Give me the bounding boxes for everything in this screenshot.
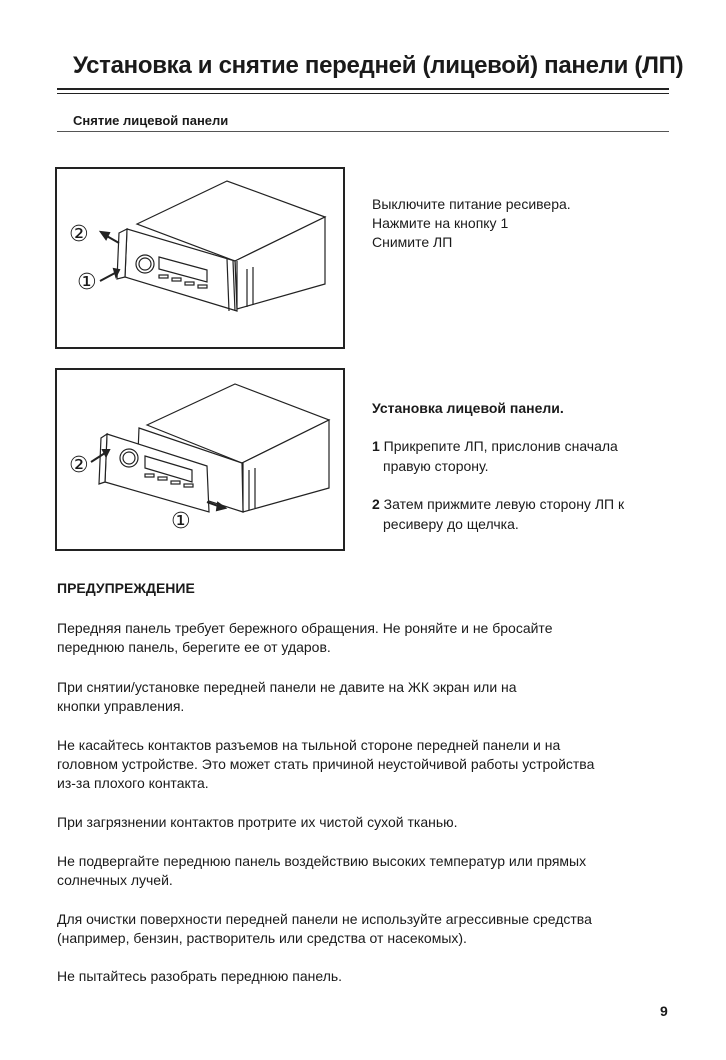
install-step-2-cont: ресиверу до щелчка. <box>383 516 519 532</box>
step-number: 1 <box>372 438 380 454</box>
warning-line: Не касайтесь контактов разъемов на тыльной стороне передней панели и на <box>57 737 561 753</box>
warning-line: (например, бензин, растворитель или средства от насекомых). <box>57 930 467 946</box>
subtitle-rule <box>57 131 669 132</box>
warning-line: Не подвергайте переднюю панель воздействию высоких температур или прямых <box>57 853 587 869</box>
step-number: 2 <box>372 496 380 512</box>
install-heading: Установка лицевой панели. <box>372 400 564 416</box>
warning-line: из-за плохого контакта. <box>57 775 209 791</box>
warning-line: Не пытайтесь разобрать переднюю панель. <box>57 968 343 984</box>
removal-step-1: Выключите питание ресивера. <box>372 196 571 212</box>
install-step-2 <box>372 494 624 515</box>
title-rule <box>57 88 669 90</box>
warning-line: При снятии/установке передней панели не давите на ЖК экран или на <box>57 679 517 695</box>
title-rule-thin <box>57 93 669 94</box>
install-step-1-cont: правую сторону. <box>383 458 489 474</box>
page-title: Установка и снятие передней (лицевой) панели (ЛП) <box>73 52 684 79</box>
warning-line: При загрязнении контактов протрите их чистой сухой тканью. <box>57 814 458 830</box>
figure-installation <box>55 368 345 551</box>
callout-1: ① <box>77 269 97 294</box>
removal-step-2: Нажмите на кнопку 1 <box>372 215 509 231</box>
warning-line: Передняя панель требует бережного обращения. Не роняйте и не бросайте <box>57 620 553 636</box>
warning-heading: ПРЕДУПРЕЖДЕНИЕ <box>57 580 195 596</box>
figure-removal <box>55 167 345 349</box>
callout-2: ② <box>69 452 89 477</box>
callout-2: ② <box>69 221 89 246</box>
removal-step-3: Снимите ЛП <box>372 234 453 250</box>
step-text: Затем прижмите левую сторону ЛП к <box>379 496 625 512</box>
section-subtitle: Снятие лицевой панели <box>73 113 229 128</box>
warning-line: кнопки управления. <box>57 698 185 714</box>
warning-line: головном устройстве. Это может стать причиной неустойчивой работы устройства <box>57 756 595 772</box>
step-text: Прикрепите ЛП, прислонив сначала <box>379 438 618 454</box>
receiver-installation-illustration <box>57 370 343 549</box>
warning-line: солнечных лучей. <box>57 872 173 888</box>
install-step-1 <box>372 436 618 457</box>
warning-line: переднюю панель, берегите ее от ударов. <box>57 639 331 655</box>
receiver-removal-illustration <box>57 169 343 347</box>
warning-line: Для очистки поверхности передней панели не используйте агрессивные средства <box>57 911 592 927</box>
page-number: 9 <box>660 1003 668 1019</box>
callout-1: ① <box>171 508 191 533</box>
